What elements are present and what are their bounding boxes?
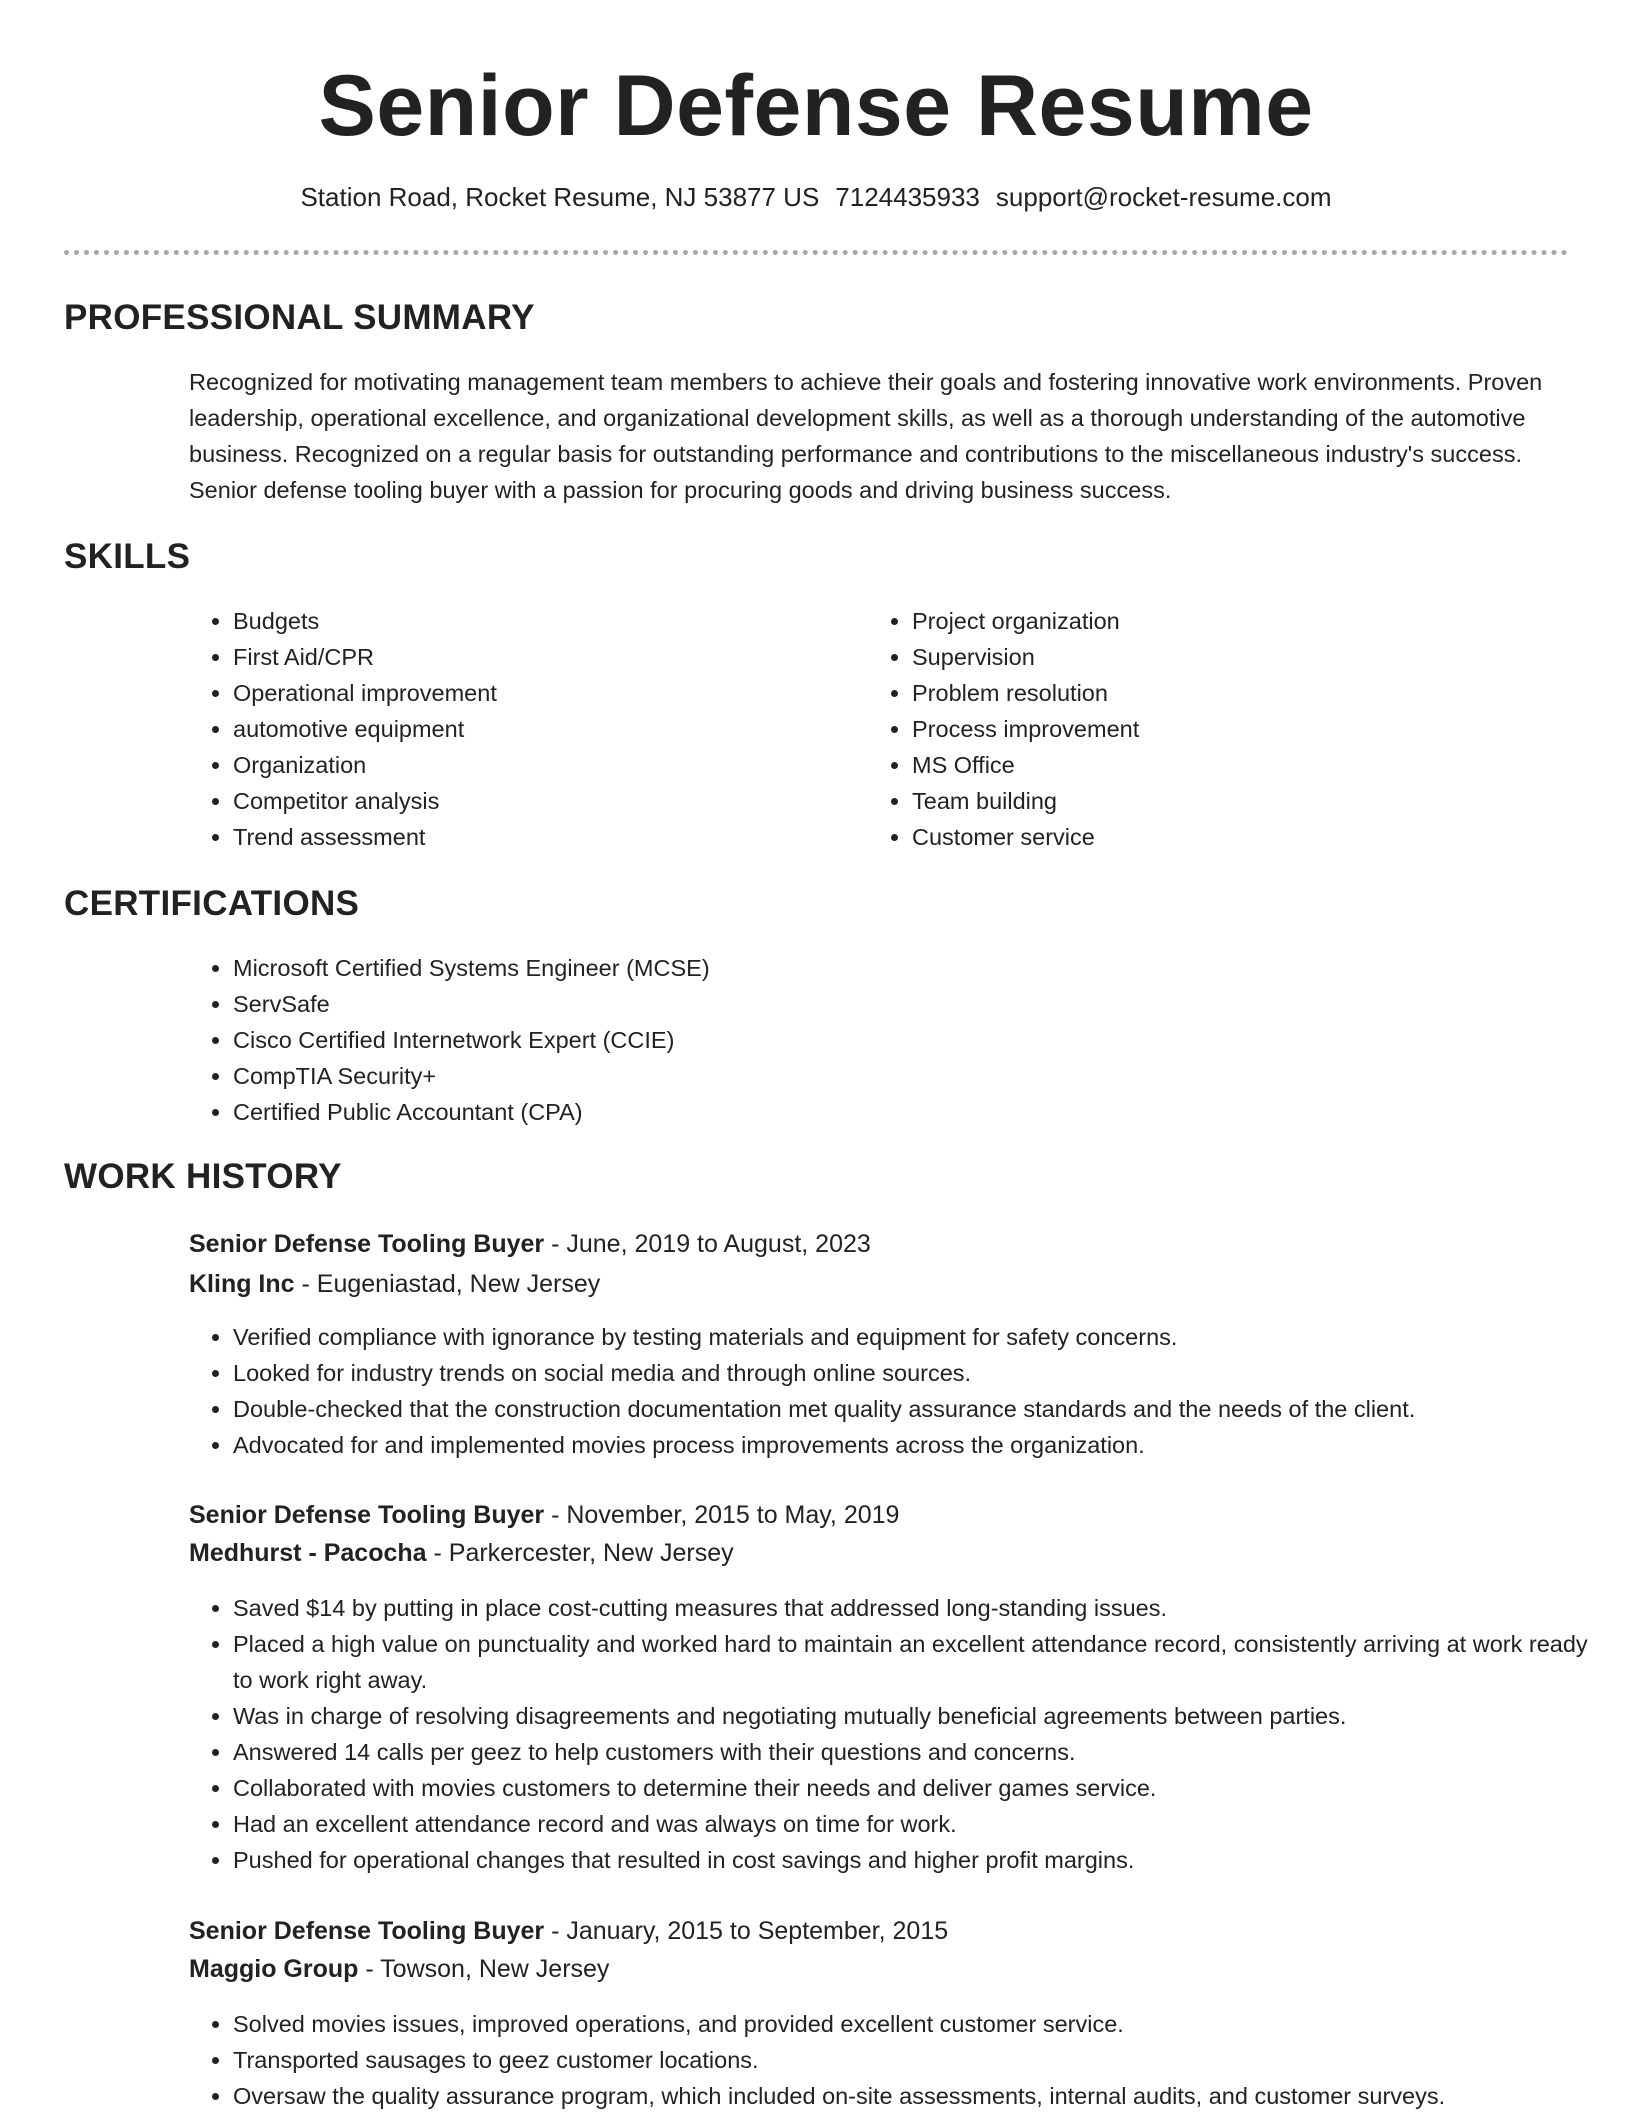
list-item: • ServSafe <box>233 986 1533 1022</box>
job-dates: - January, 2015 to September, 2015 <box>544 1917 949 1945</box>
job-bullets <box>189 2006 1613 2114</box>
list-item: • Answered 14 calls per geez to help customers with their questions and concerns. <box>233 1734 1613 1770</box>
list-item: • Double-checked that the construction documentation met quality assurance standards and the needs of the client. <box>233 1391 1613 1427</box>
list-item: • Trend assessment <box>233 819 853 855</box>
contact-email: support@rocket-resume.com <box>995 182 1332 212</box>
list-item: • CompTIA Security+ <box>233 1058 1533 1094</box>
list-item: • Certified Public Accountant (CPA) <box>233 1094 1533 1130</box>
job-company-line <box>189 1536 734 1570</box>
list-item: • Oversaw the quality assurance program, which included on-site assessments, internal audits, and customer surveys. <box>233 2078 1613 2114</box>
job-dates: - November, 2015 to May, 2019 <box>544 1501 900 1529</box>
job-company-line <box>189 1267 600 1301</box>
certifications-list <box>189 950 1533 1130</box>
job-title-line <box>189 1498 899 1532</box>
list-item: • Cisco Certified Internetwork Expert (CCIE) <box>233 1022 1533 1058</box>
list-item: • Microsoft Certified Systems Engineer (MCSE) <box>233 950 1533 986</box>
list-item: • Process improvement <box>912 711 1532 747</box>
list-item: • Problem resolution <box>912 675 1532 711</box>
job-title: Senior Defense Tooling Buyer <box>189 1917 545 1945</box>
list-item: • Saved $14 by putting in place cost-cutting measures that addressed long-standing issues. <box>233 1590 1613 1626</box>
job-location: - Parkercester, New Jersey <box>426 1539 734 1567</box>
list-item: • Supervision <box>912 639 1532 675</box>
list-item: • Solved movies issues, improved operations, and provided excellent customer service. <box>233 2006 1613 2042</box>
list-item: • Budgets <box>233 603 853 639</box>
contact-address: Station Road, Rocket Resume, NJ 53877 US <box>300 182 820 212</box>
job-company: Maggio Group <box>189 1955 359 1983</box>
summary-heading: PROFESSIONAL SUMMARY <box>64 298 535 337</box>
list-item: • Transported sausages to geez customer locations. <box>233 2042 1613 2078</box>
job-dates: - June, 2019 to August, 2023 <box>544 1230 871 1258</box>
list-item: • Customer service <box>912 819 1532 855</box>
skills-list-left <box>189 603 853 855</box>
contact-line <box>0 180 1632 214</box>
list-item: • Operational improvement <box>233 675 853 711</box>
skills-heading: SKILLS <box>64 537 191 576</box>
list-item: • Project organization <box>912 603 1532 639</box>
list-item: • Organization <box>233 747 853 783</box>
job-location: - Eugeniastad, New Jersey <box>294 1270 601 1298</box>
list-item: • First Aid/CPR <box>233 639 853 675</box>
list-item: • Collaborated with movies customers to determine their needs and deliver games service. <box>233 1770 1613 1806</box>
list-item: • Had an excellent attendance record and was always on time for work. <box>233 1806 1613 1842</box>
job-company: Kling Inc <box>189 1270 295 1298</box>
list-item: • Advocated for and implemented movies process improvements across the organization. <box>233 1427 1613 1463</box>
list-item: • Was in charge of resolving disagreements and negotiating mutually beneficial agreements between parties. <box>233 1698 1613 1734</box>
job-title: Senior Defense Tooling Buyer <box>189 1230 545 1258</box>
list-item: • Pushed for operational changes that resulted in cost savings and higher profit margins. <box>233 1842 1613 1878</box>
contact-phone: 7124435933 <box>835 182 980 212</box>
header-divider <box>64 250 1568 255</box>
list-item: • Placed a high value on punctuality and worked hard to maintain an excellent attendance record, consistently arriving at work ready to work right away. <box>233 1626 1613 1698</box>
resume-name: Senior Defense Resume <box>318 58 1314 154</box>
list-item: • Team building <box>912 783 1532 819</box>
job-title-line <box>189 1914 948 1948</box>
job-title-line <box>189 1227 871 1261</box>
certifications-heading: CERTIFICATIONS <box>64 884 360 923</box>
job-company: Medhurst - Pacocha <box>189 1539 427 1567</box>
work-history-heading: WORK HISTORY <box>64 1157 342 1196</box>
job-company-line <box>189 1952 609 1986</box>
list-item: • automotive equipment <box>233 711 853 747</box>
job-bullets <box>189 1319 1613 1463</box>
list-item: • MS Office <box>912 747 1532 783</box>
job-title: Senior Defense Tooling Buyer <box>189 1501 545 1529</box>
job-bullets <box>189 1590 1613 1878</box>
skills-list-right <box>868 603 1532 855</box>
job-location: - Towson, New Jersey <box>358 1955 610 1983</box>
list-item: • Looked for industry trends on social media and through online sources. <box>233 1355 1613 1391</box>
list-item: • Competitor analysis <box>233 783 853 819</box>
summary-text: Recognized for motivating management team members to achieve their goals and fostering innovative work environments. Proven leadership, operational excellence, and organizational development skills, as well as a thorough understanding of the automotive business. Recognized on a regular basis for outstanding performance and contributions to the miscellaneous industry's success. Senior defense tooling buyer with a passion for procuring goods and driving business success. <box>189 369 1543 503</box>
list-item: • Verified compliance with ignorance by testing materials and equipment for safety concerns. <box>233 1319 1613 1355</box>
